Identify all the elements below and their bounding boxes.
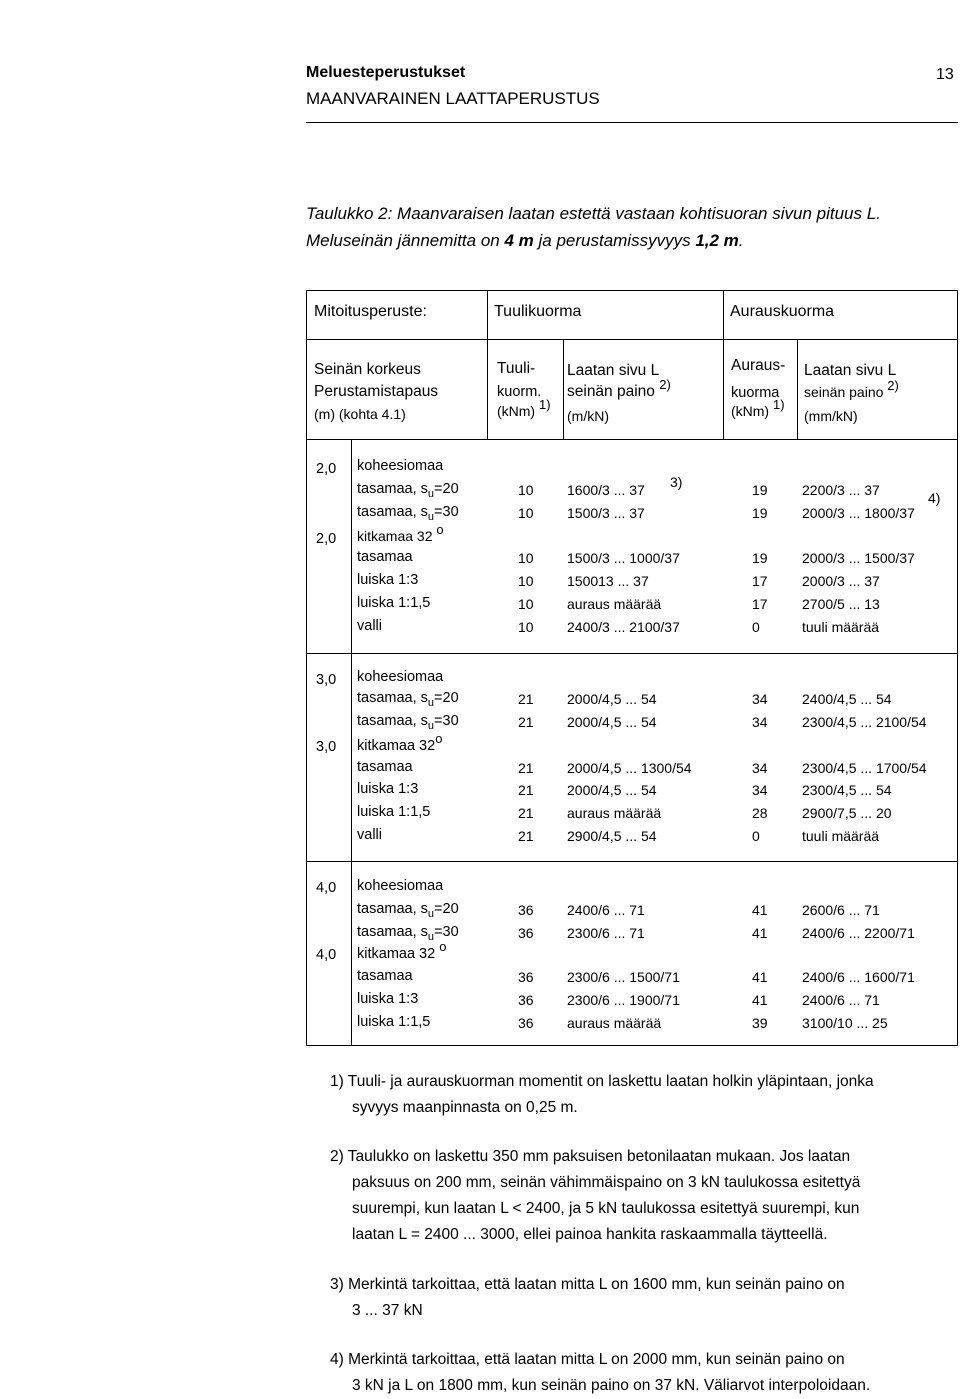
- row-installation-case: [357, 968, 413, 984]
- degree-mark: o: [436, 522, 444, 537]
- table-divider: [797, 339, 798, 439]
- case-text: tasamaa: [357, 968, 413, 984]
- row-plow-wall-weight: 2400/6 ... 2200/71: [802, 925, 915, 941]
- header-plow-load: Aurauskuorma: [730, 303, 835, 320]
- caption-bold-span: 4 m: [504, 231, 534, 250]
- table-divider: [563, 339, 564, 439]
- document-title: Meluesteperustukset: [306, 64, 466, 81]
- row-installation-case: [357, 618, 382, 634]
- row-plow-load: 17: [752, 596, 768, 612]
- row-installation-case: [357, 924, 459, 943]
- group1-height-friction: 2,0: [316, 531, 337, 547]
- group3-cohesive-soil: koheesiomaa: [357, 878, 444, 894]
- col1-header-line2: Perustamistapaus: [314, 383, 439, 400]
- row-wall-weight: 2000/4,5 ... 54: [567, 691, 657, 707]
- soil-text: kitkamaa 32: [357, 528, 433, 544]
- row-wind-load: 36: [518, 969, 534, 985]
- group1-height-cohesive: 2,0: [316, 461, 337, 477]
- footnote-line: 3 kN ja L on 1800 mm, kun seinän paino on 37 kN. Väliarvot interpoloidaan.: [352, 1377, 871, 1394]
- footnote-line: 2) Taulukko on laskettu 350 mm paksuisen betonilaatan mukaan. Jos laatan: [330, 1148, 851, 1165]
- caption-bold-depth: 1,2 m: [695, 231, 739, 250]
- case-text: luiska 1:1,5: [357, 595, 431, 611]
- row-plow-load: 28: [752, 805, 768, 821]
- row-plow-load: 19: [752, 505, 768, 521]
- row-installation-case: [357, 549, 413, 565]
- row-plow-load: 0: [752, 828, 760, 844]
- footnote-line: 3) Merkintä tarkoittaa, että laatan mitta L on 1600 mm, kun seinän paino on: [330, 1276, 845, 1293]
- row-plow-wall-weight: 2000/3 ... 1800/37: [802, 505, 915, 521]
- row-plow-wall-weight: 2300/4,5 ... 1700/54: [802, 760, 927, 776]
- row-plow-load: 19: [752, 550, 768, 566]
- row-wind-load: 10: [518, 596, 534, 612]
- case-text: tasamaa, s: [357, 481, 428, 497]
- subscript: u: [427, 931, 435, 943]
- row-plow-wall-weight: 2200/3 ... 37: [802, 482, 880, 498]
- case-text: luiska 1:1,5: [357, 1014, 431, 1030]
- row-plow-wall-weight: 2400/4,5 ... 54: [802, 691, 892, 707]
- group2-cohesive-soil: koheesiomaa: [357, 669, 444, 685]
- row-installation-case: [357, 690, 459, 709]
- footnote-line: 1) Tuuli- ja aurauskuorman momentit on laskettu laatan holkin yläpintaan, jonka: [330, 1073, 874, 1090]
- case-text: valli: [357, 618, 382, 634]
- case-text: luiska 1:3: [357, 991, 419, 1007]
- row-plow-wall-weight: 2000/3 ... 37: [802, 573, 880, 589]
- col4-header-line2: kuorma: [731, 385, 780, 401]
- subscript: u: [427, 697, 435, 709]
- caption-text: ja perustamissyvyys: [533, 231, 696, 250]
- row-installation-case: [357, 1014, 430, 1030]
- row-wall-weight: 1600/3 ... 37: [567, 482, 645, 498]
- col2-header-line1: Tuuli-: [497, 360, 536, 377]
- row-plow-load: 41: [752, 992, 768, 1008]
- footnote-ref: 1): [773, 397, 785, 412]
- group2-height-cohesive: 3,0: [316, 672, 337, 688]
- row-wind-load: 10: [518, 573, 534, 589]
- row-wind-load: 21: [518, 760, 534, 776]
- table-caption-line2: [306, 231, 744, 251]
- row-installation-case: [357, 827, 382, 843]
- row-plow-wall-weight: 2700/5 ... 13: [802, 596, 880, 612]
- row-plow-wall-weight: tuuli määrää: [802, 619, 880, 635]
- row-plow-wall-weight: tuuli määrää: [802, 828, 880, 844]
- row-installation-case: [357, 504, 459, 523]
- row-plow-load: 0: [752, 619, 760, 635]
- col3-header-line1: Laatan sivu L: [567, 362, 660, 379]
- row-wind-load: 36: [518, 992, 534, 1008]
- row-wall-weight: 2900/4,5 ... 54: [567, 828, 657, 844]
- soil-text: kitkamaa 32: [357, 946, 436, 962]
- table-divider: [307, 653, 957, 654]
- case-value: =20: [434, 901, 459, 917]
- subscript: u: [427, 720, 435, 732]
- case-text: tasamaa, s: [357, 901, 428, 917]
- row-plow-wall-weight: 2400/6 ... 71: [802, 992, 880, 1008]
- header-text: seinän paino: [804, 384, 884, 400]
- row-wall-weight: auraus määrää: [567, 805, 662, 821]
- footnote-line: suurempi, kun laatan L < 2400, ja 5 kN taulukossa esitettyä suurempi, kun: [352, 1200, 860, 1217]
- table-divider: [723, 291, 724, 439]
- row-installation-case: [357, 481, 459, 500]
- case-text: tasamaa, s: [357, 713, 428, 729]
- row-wind-load: 36: [518, 925, 534, 941]
- case-value: =30: [434, 924, 459, 940]
- group3-height-cohesive: 4,0: [316, 880, 337, 896]
- row-wall-weight: auraus määrää: [567, 1015, 662, 1031]
- row-wind-load: 21: [518, 805, 534, 821]
- table-divider: [351, 439, 352, 1046]
- case-text: tasamaa: [357, 759, 413, 775]
- footnote-line: syvyys maanpinnasta on 0,25 m.: [352, 1099, 578, 1116]
- col4-header-line1: Auraus-: [731, 357, 786, 374]
- group1-cohesive-soil: koheesiomaa: [357, 458, 444, 474]
- col5-header-line1: Laatan sivu L: [804, 362, 897, 379]
- row-plow-wall-weight: 3100/10 ... 25: [802, 1015, 888, 1031]
- row-wall-weight: 2300/6 ... 1500/71: [567, 969, 680, 985]
- row-installation-case: [357, 901, 459, 920]
- table-divider: [307, 861, 957, 862]
- row-plow-wall-weight: 2000/3 ... 1500/37: [802, 550, 915, 566]
- degree-mark: o: [439, 939, 447, 954]
- col3-header-line3: (m/kN): [567, 408, 609, 424]
- footnote-ref: 2): [659, 377, 671, 392]
- row-plow-load: 19: [752, 482, 768, 498]
- col1-header-line1: Seinän korkeus: [314, 361, 421, 378]
- case-text: luiska 1:3: [357, 781, 419, 797]
- row-plow-load: 41: [752, 969, 768, 985]
- row-wind-load: 10: [518, 482, 534, 498]
- unit-text: (kNm): [731, 403, 770, 419]
- group1-friction-soil: [357, 522, 444, 544]
- row-wall-weight: 1500/3 ... 1000/37: [567, 550, 680, 566]
- caption-text: Meluseinän jännemitta on: [306, 231, 505, 250]
- row-wall-weight: 2000/4,5 ... 54: [567, 714, 657, 730]
- degree-mark: o: [435, 731, 443, 746]
- col2-header-line3: [497, 397, 551, 419]
- row-wind-load: 21: [518, 714, 534, 730]
- row-wall-weight: 2300/6 ... 1900/71: [567, 992, 680, 1008]
- row-wall-weight: 2400/6 ... 71: [567, 902, 645, 918]
- col5-header-line2: [804, 378, 899, 400]
- row-wind-load: 36: [518, 1015, 534, 1031]
- row-installation-case: [357, 759, 413, 775]
- row-installation-case: [357, 572, 418, 588]
- col3-header-line2: [567, 377, 671, 401]
- footnote-ref-3: 3): [670, 474, 683, 490]
- row-installation-case: [357, 781, 418, 797]
- row-plow-wall-weight: 2900/7,5 ... 20: [802, 805, 892, 821]
- caption-text: .: [738, 231, 744, 250]
- case-value: =30: [434, 504, 459, 520]
- header-basis: Mitoitusperuste:: [314, 303, 427, 320]
- group3-friction-soil: [357, 939, 447, 962]
- table-divider: [307, 339, 957, 340]
- row-wall-weight: auraus määrää: [567, 596, 662, 612]
- row-plow-wall-weight: 2600/6 ... 71: [802, 902, 880, 918]
- footnote-line: paksuus on 200 mm, seinän vähimmäispaino on 3 kN taulukossa esitettyä: [352, 1174, 861, 1191]
- row-wall-weight: 150013 ... 37: [567, 573, 649, 589]
- row-installation-case: [357, 713, 459, 732]
- case-value: =20: [434, 481, 459, 497]
- row-installation-case: [357, 595, 430, 611]
- group3-height-friction: 4,0: [316, 947, 337, 963]
- unit-text: (kNm): [497, 403, 536, 419]
- row-plow-load: 34: [752, 782, 768, 798]
- footnote-3: [330, 1272, 930, 1324]
- subscript: u: [427, 488, 435, 500]
- row-wind-load: 36: [518, 902, 534, 918]
- header-rule: [306, 122, 958, 123]
- footnote-line: laatan L = 2400 ... 3000, ellei painoa hankita raskaammalla täytteellä.: [352, 1226, 828, 1243]
- case-value: =30: [434, 713, 459, 729]
- row-plow-wall-weight: 2300/4,5 ... 54: [802, 782, 892, 798]
- row-plow-load: 34: [752, 714, 768, 730]
- document-subtitle: MAANVARAINEN LAATTAPERUSTUS: [306, 89, 600, 108]
- group2-friction-soil: [357, 731, 443, 754]
- footnote-ref: 2): [887, 378, 899, 393]
- case-text: luiska 1:3: [357, 572, 419, 588]
- col2-header-line2: kuorm.: [497, 384, 542, 400]
- footnote-4: [330, 1347, 930, 1399]
- row-wall-weight: 2000/4,5 ... 54: [567, 782, 657, 798]
- row-wind-load: 10: [518, 619, 534, 635]
- page-number: 13: [936, 66, 954, 83]
- row-wall-weight: 2400/3 ... 2100/37: [567, 619, 680, 635]
- case-value: =20: [434, 690, 459, 706]
- footnote-ref-4: 4): [928, 490, 941, 506]
- row-plow-load: 34: [752, 691, 768, 707]
- case-text: tasamaa, s: [357, 504, 428, 520]
- table-divider: [487, 291, 488, 439]
- row-wind-load: 10: [518, 505, 534, 521]
- table-caption-line1: Taulukko 2: Maanvaraisen laatan estettä vastaan kohtisuoran sivun pituus L.: [306, 204, 881, 223]
- header-text: seinän paino: [567, 383, 655, 400]
- row-wind-load: 10: [518, 550, 534, 566]
- row-wind-load: 21: [518, 691, 534, 707]
- row-plow-load: 39: [752, 1015, 768, 1031]
- group2-height-friction: 3,0: [316, 739, 337, 755]
- footnote-1: [330, 1069, 930, 1121]
- footnote-line: 3 ... 37 kN: [352, 1302, 423, 1319]
- row-wind-load: 21: [518, 828, 534, 844]
- row-wall-weight: 1500/3 ... 37: [567, 505, 645, 521]
- case-text: tasamaa, s: [357, 690, 428, 706]
- case-text: tasamaa: [357, 549, 413, 565]
- row-plow-load: 41: [752, 902, 768, 918]
- row-installation-case: [357, 991, 418, 1007]
- soil-text: kitkamaa 32: [357, 738, 436, 754]
- case-text: luiska 1:1,5: [357, 804, 431, 820]
- row-plow-load: 34: [752, 760, 768, 776]
- table-divider: [307, 439, 957, 440]
- row-wind-load: 21: [518, 782, 534, 798]
- footnote-ref: 1): [539, 397, 551, 412]
- col4-header-line3: [731, 397, 785, 419]
- row-wall-weight: 2300/6 ... 71: [567, 925, 645, 941]
- row-wall-weight: 2000/4,5 ... 1300/54: [567, 760, 692, 776]
- row-plow-wall-weight: 2300/4,5 ... 2100/54: [802, 714, 927, 730]
- row-plow-load: 41: [752, 925, 768, 941]
- row-installation-case: [357, 804, 430, 820]
- case-text: tasamaa, s: [357, 924, 428, 940]
- row-plow-wall-weight: 2400/6 ... 1600/71: [802, 969, 915, 985]
- col5-header-line3: (mm/kN): [804, 408, 858, 424]
- footnote-2: [330, 1144, 930, 1248]
- footnote-line: 4) Merkintä tarkoittaa, että laatan mitta L on 2000 mm, kun seinän paino on: [330, 1351, 845, 1368]
- subscript: u: [427, 511, 435, 523]
- case-text: valli: [357, 827, 382, 843]
- row-plow-load: 17: [752, 573, 768, 589]
- header-wind-load: Tuulikuorma: [494, 303, 582, 320]
- col1-header-line3: (m) (kohta 4.1): [314, 406, 406, 422]
- subscript: u: [427, 908, 435, 920]
